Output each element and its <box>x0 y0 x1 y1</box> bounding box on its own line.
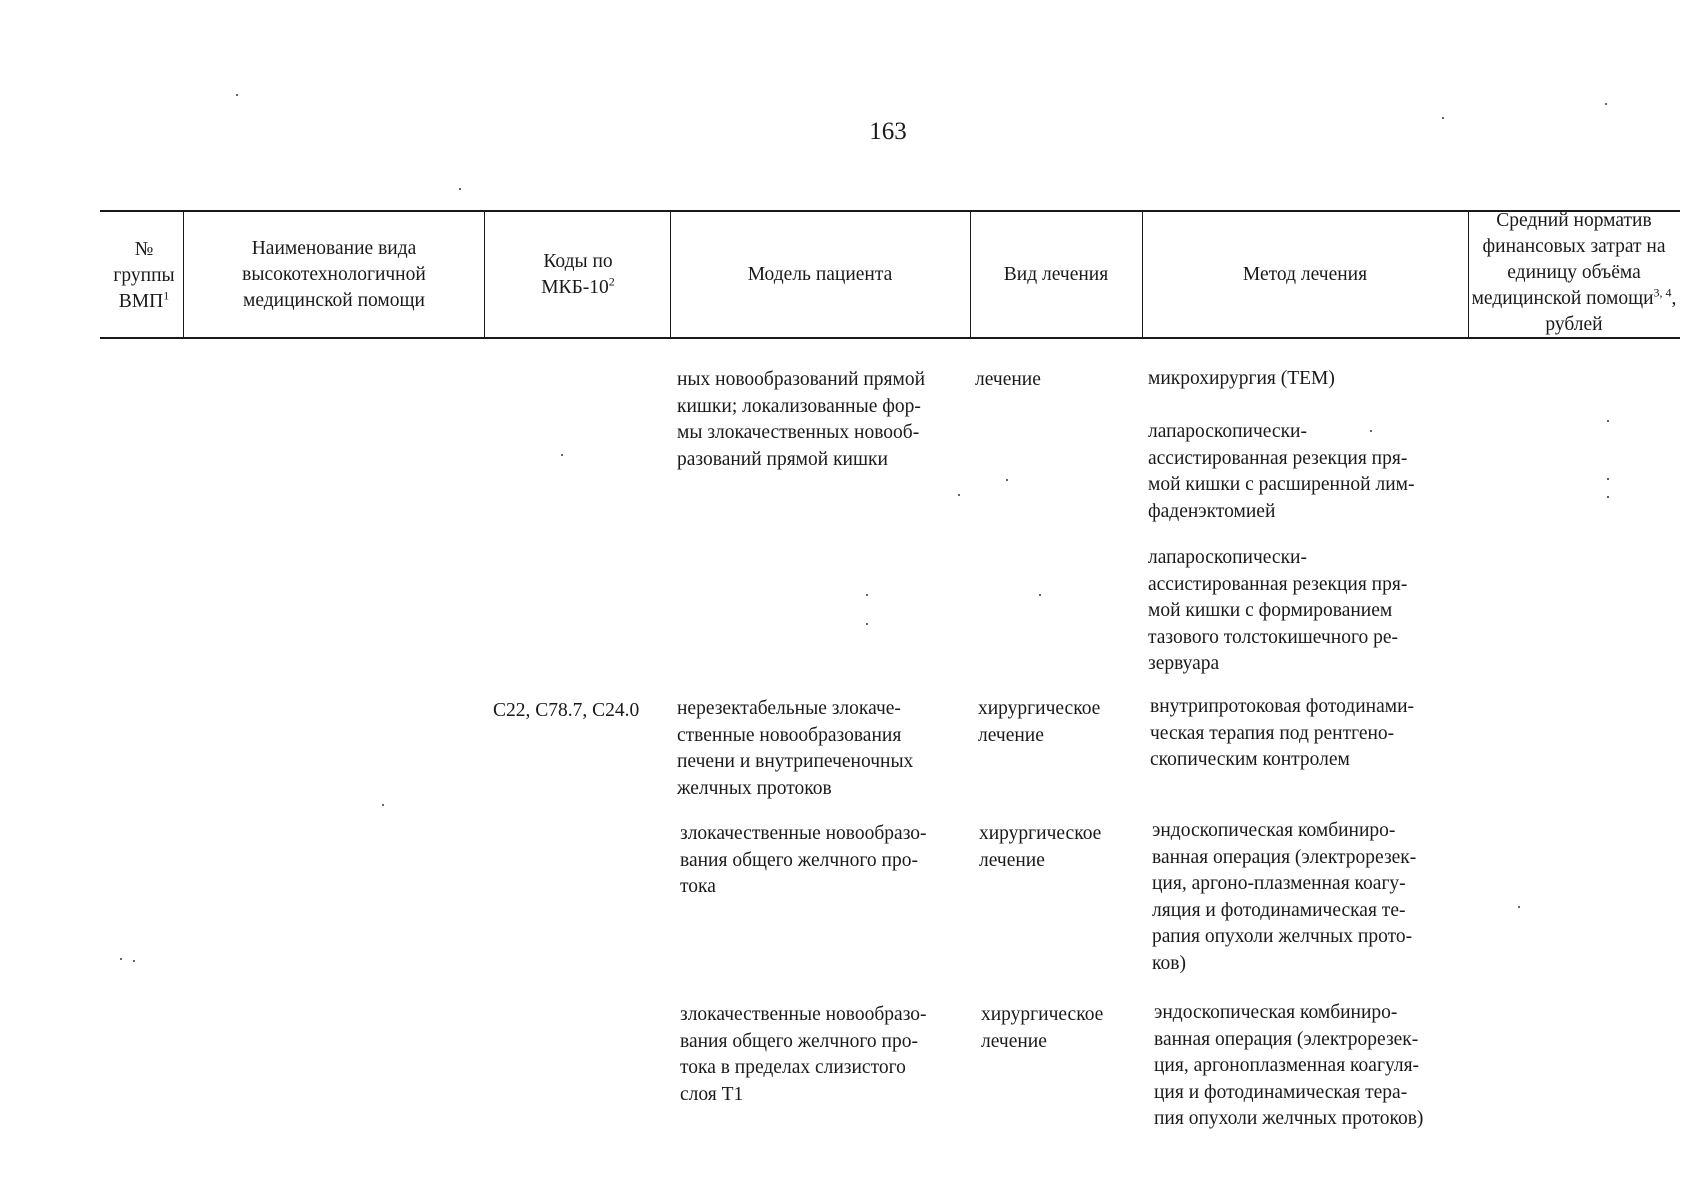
treatment-method-cell: микрохирургия (ТЕМ) <box>1148 368 1335 389</box>
scan-speck <box>1442 117 1444 119</box>
header-icd-codes: Коды по МКБ-$10^2$ <box>541 251 615 298</box>
header-group-number: № группы ВМП$^1$ <box>113 239 175 312</box>
scan-speck <box>1006 479 1008 481</box>
treatment-method-cell: эндоскопическая комбиниро- ванная операция (электрорезек- ция, аргоноплазменная коагуля- ция и фотодинамическая тера- пия опухоли желчных протоков) <box>1154 1002 1424 1129</box>
header-cost-norm: Средний норматив финансовых затрат на единицу объёма медицинской помощи$^{3, 4}$, рублей <box>1471 210 1677 335</box>
scan-speck <box>866 594 868 596</box>
treatment-method-cell: внутрипротоковая фотодинами- ческая терапия под рентгено- скопическим контролем <box>1150 696 1415 770</box>
column-divider <box>183 211 184 338</box>
scan-speck <box>1605 103 1607 105</box>
scan-speck <box>133 960 135 962</box>
header-treatment-method: Метод лечения <box>1242 264 1368 285</box>
scan-speck <box>561 454 563 456</box>
column-divider <box>484 211 485 338</box>
treatment-method-cell: эндоскопическая комбиниро- ванная операция (электрорезек- ция, аргоно-плазменная коагу- ляция и фотодинамическая те- рапия опухоли желчных прото- ков) <box>1152 820 1417 974</box>
scan-speck <box>120 958 122 960</box>
treatment-type-cell: лечение <box>975 369 1041 390</box>
scan-speck <box>1039 594 1041 596</box>
treatment-method-cell: лапароскопически- ассистированная резекция пря- мой кишки с формированием тазового толстокишечного ре- зервуара <box>1148 547 1408 674</box>
column-divider <box>970 211 971 338</box>
treatment-type-cell: хирургическое лечение <box>978 698 1101 746</box>
scan-speck <box>236 94 238 96</box>
patient-model-cell: злокачественные новообразо- вания общего желчного про- тока <box>680 823 927 897</box>
scan-speck <box>1370 430 1372 432</box>
header-patient-model: Модель пациента <box>747 264 893 285</box>
scan-speck <box>382 804 384 806</box>
treatment-type-cell: хирургическое лечение <box>981 1004 1104 1052</box>
scan-speck <box>1607 478 1609 480</box>
column-divider <box>670 211 671 338</box>
scan-speck <box>459 188 461 190</box>
patient-model-cell: ных новообразований прямой кишки; локализованные фор- мы злокачественных новооб- разований прямой кишки <box>677 369 926 470</box>
scan-speck <box>1607 420 1609 422</box>
scan-speck <box>958 494 960 496</box>
header-vmp-name: Наименование вида высокотехнологичной медицинской помощи <box>242 238 426 311</box>
icd-codes-cell: С22, С78.7, С24.0 <box>493 700 640 721</box>
column-divider <box>1468 211 1469 338</box>
treatment-type-cell: хирургическое лечение <box>979 823 1102 871</box>
patient-model-cell: нерезектабельные злокаче- ственные новообразования печени и внутрипеченочных желчных протоков <box>677 698 914 799</box>
table-top-border <box>100 210 1680 212</box>
patient-model-cell: злокачественные новообразо- вания общего желчного про- тока в пределах слизистого слоя Т1 <box>680 1004 927 1105</box>
scan-speck <box>1518 906 1520 908</box>
treatment-method-cell: лапароскопически- ассистированная резекция пря- мой кишки с расширенной лим- фаденэктомией <box>1148 421 1415 522</box>
page-number: 163 <box>869 118 907 145</box>
scan-speck <box>866 623 868 625</box>
column-divider <box>1142 211 1143 338</box>
scan-speck <box>1607 496 1609 498</box>
table-header-bottom-border <box>100 337 1680 339</box>
header-treatment-type: Вид лечения <box>1003 264 1109 285</box>
